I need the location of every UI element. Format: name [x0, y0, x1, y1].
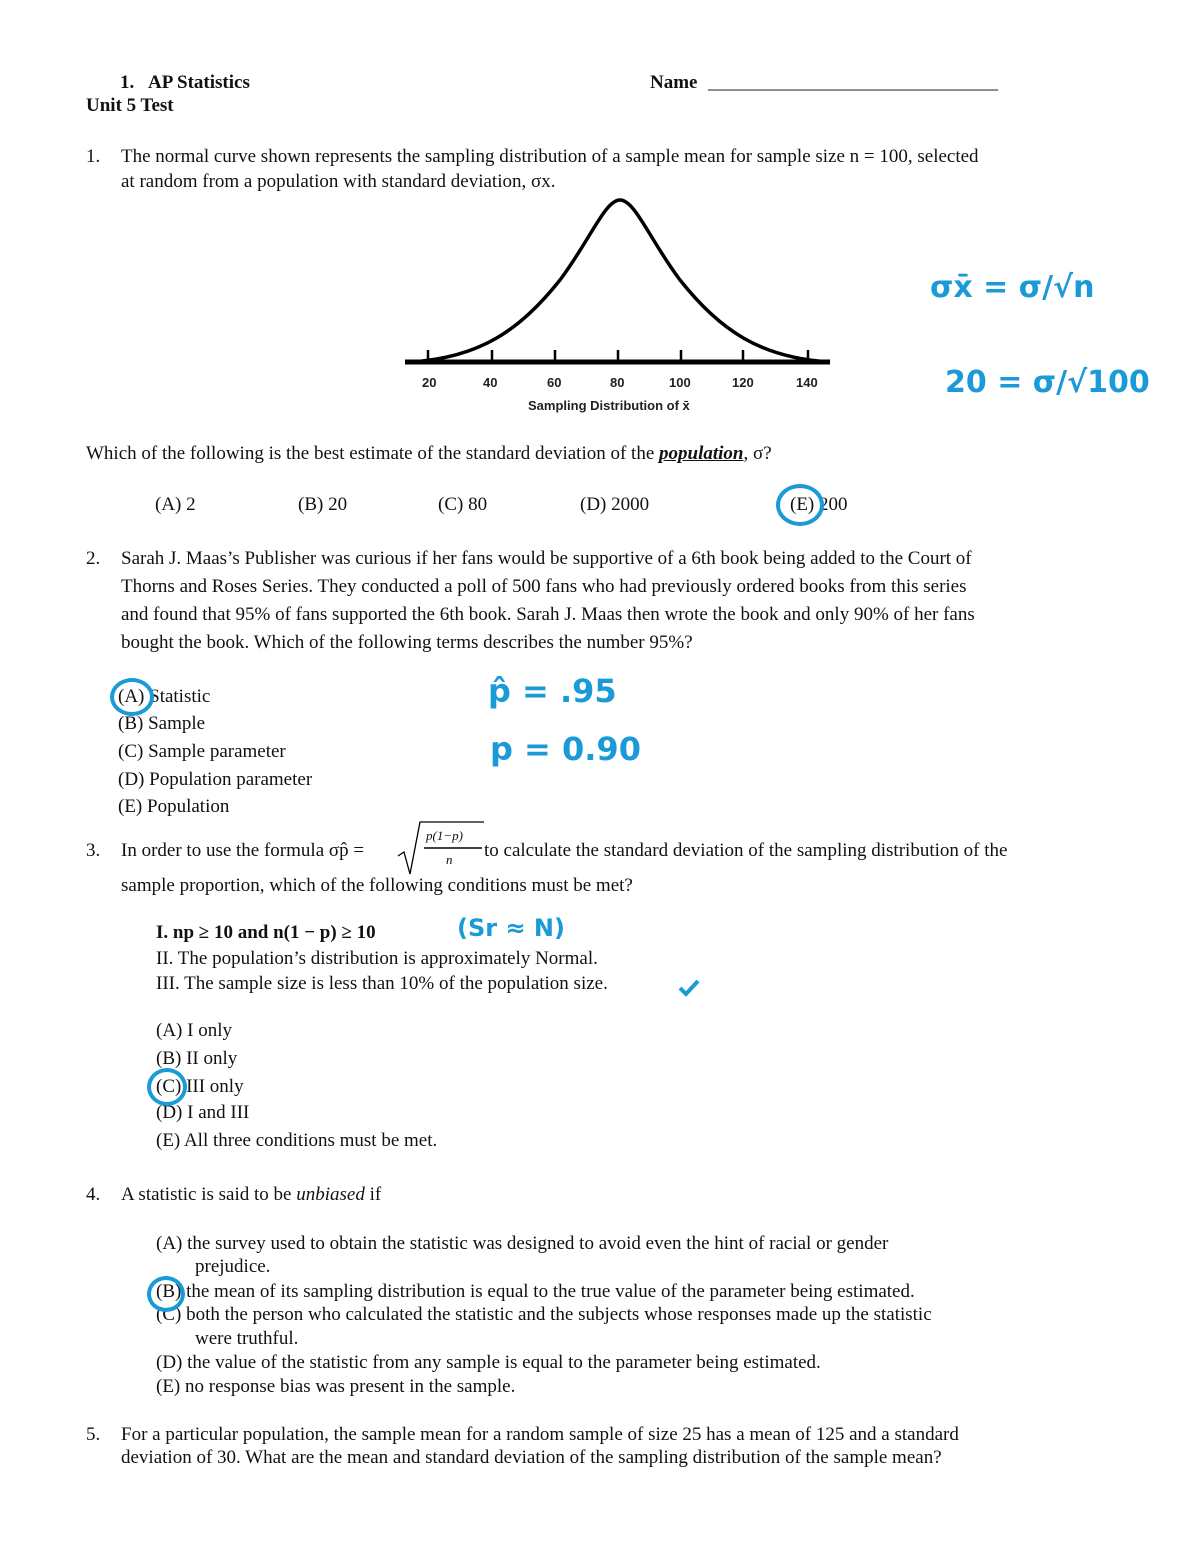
q2-choice-a[interactable]: (A) Statistic [118, 686, 211, 707]
q1-line2: at random from a population with standard deviation, σx. [121, 171, 556, 192]
q2-choice-e[interactable]: (E) Population [118, 796, 230, 817]
answer-circle-q3 [147, 1068, 187, 1106]
q3-choice-a[interactable]: (A) I only [156, 1020, 232, 1041]
q4-choice-b[interactable]: (B) the mean of its sampling distribution is equal to the true value of the parameter being estimated. [156, 1281, 915, 1302]
q1-question: Which of the following is the best estimate of the standard deviation of the population, σ? [86, 443, 772, 464]
q4-choice-a-cont: prejudice. [195, 1256, 271, 1277]
tick-120: 120 [732, 375, 754, 390]
q2-line1: Sarah J. Maas’s Publisher was curious if her fans would be supportive of a 6th book being added to the Court of [121, 548, 972, 569]
q2-line4: bought the book. Which of the following terms describes the number 95%? [121, 632, 693, 653]
q2-number: 2. [86, 548, 101, 569]
q1-line1: The normal curve shown represents the sampling distribution of a sample mean for sample size n = 100, selected [121, 146, 979, 167]
q3-line1-post: to calculate the standard deviation of the sampling distribution of the [484, 840, 1008, 861]
tick-100: 100 [669, 375, 691, 390]
tick-40: 40 [483, 375, 498, 390]
q5-line2: deviation of 30. What are the mean and standard deviation of the sampling distribution of the sample mean? [121, 1447, 942, 1468]
name-label: Name [650, 72, 698, 93]
course-title: AP Statistics [148, 72, 250, 93]
tick-60: 60 [547, 375, 562, 390]
answer-circle-q4 [147, 1276, 185, 1312]
q3-line1-pre: In order to use the formula σp̂ = [121, 840, 365, 861]
q2-line2: Thorns and Roses Series. They conducted a poll of 500 fans who had previously ordered books from this series [121, 576, 967, 597]
x-axis-label: Sampling Distribution of x̄ [528, 398, 690, 413]
q3-choice-e[interactable]: (E) All three conditions must be met. [156, 1130, 438, 1151]
tick-140: 140 [796, 375, 818, 390]
q1-annotation-substitution: 20 = σ/√100 [945, 365, 1150, 400]
q1-choice-d[interactable]: (D) 2000 [580, 494, 650, 515]
q4-number: 4. [86, 1184, 101, 1205]
q2-choice-b[interactable]: (B) Sample [118, 713, 206, 734]
q5-line1: For a particular population, the sample mean for a random sample of size 25 has a mean of 125 and a standard [121, 1424, 959, 1445]
q4-choice-c[interactable]: (C) both the person who calculated the statistic and the subjects whose responses made up the statistic [156, 1304, 932, 1325]
q3-formula [396, 818, 486, 876]
q3-choice-d[interactable]: (D) I and III [156, 1102, 250, 1123]
unit-title: Unit 5 Test [86, 95, 174, 116]
q1-choice-e[interactable]: (E) 200 [790, 494, 848, 515]
q4-choice-a[interactable]: (A) the survey used to obtain the statistic was designed to avoid even the hint of racial or gender [156, 1233, 889, 1254]
q3-condition-1: I. np ≥ 10 and n(1 − p) ≥ 10 [156, 922, 376, 943]
checkmark-icon [678, 978, 700, 998]
q2-annotation-p: p = 0.90 [490, 730, 641, 768]
name-field[interactable]: __________________________________ [708, 72, 997, 93]
q3-number: 3. [86, 840, 101, 861]
q5-number: 5. [86, 1424, 101, 1445]
q3-choice-b[interactable]: (B) II only [156, 1048, 238, 1069]
q1-number: 1. [86, 146, 101, 167]
q3-line2: sample proportion, which of the following conditions must be met? [121, 875, 633, 896]
tick-80: 80 [610, 375, 625, 390]
formula-numerator: p(1−p) [426, 828, 463, 843]
normal-curve-chart [400, 190, 840, 420]
q4-choice-c-cont: were truthful. [195, 1328, 299, 1349]
q1-choice-a[interactable]: (A) 2 [155, 494, 196, 515]
header-number: 1. [120, 72, 135, 93]
answer-circle-q1 [776, 484, 824, 526]
q4-choice-e[interactable]: (E) no response bias was present in the sample. [156, 1376, 516, 1397]
answer-circle-q2 [110, 678, 154, 716]
q3-condition-2: II. The population’s distribution is approximately Normal. [156, 948, 598, 969]
q4-stem: A statistic is said to be unbiased if [121, 1184, 382, 1205]
q3-annotation: (Sr ≈ N) [457, 914, 565, 942]
formula-denominator: n [446, 852, 453, 867]
q2-annotation-phat: p̂ = .95 [488, 672, 617, 710]
q3-choice-c[interactable]: (C) III only [156, 1076, 244, 1097]
q1-annotation-formula: σx̄ = σ/√n [930, 270, 1095, 305]
q2-choice-d[interactable]: (D) Population parameter [118, 769, 313, 790]
q4-choice-d[interactable]: (D) the value of the statistic from any sample is equal to the parameter being estimated. [156, 1352, 821, 1373]
q2-choice-c[interactable]: (C) Sample parameter [118, 741, 286, 762]
q3-condition-3: III. The sample size is less than 10% of the population size. [156, 973, 608, 994]
q1-choice-b[interactable]: (B) 20 [298, 494, 348, 515]
q2-line3: and found that 95% of fans supported the 6th book. Sarah J. Maas then wrote the book and only 90% of her fans [121, 604, 975, 625]
q1-choice-c[interactable]: (C) 80 [438, 494, 488, 515]
tick-20: 20 [422, 375, 437, 390]
